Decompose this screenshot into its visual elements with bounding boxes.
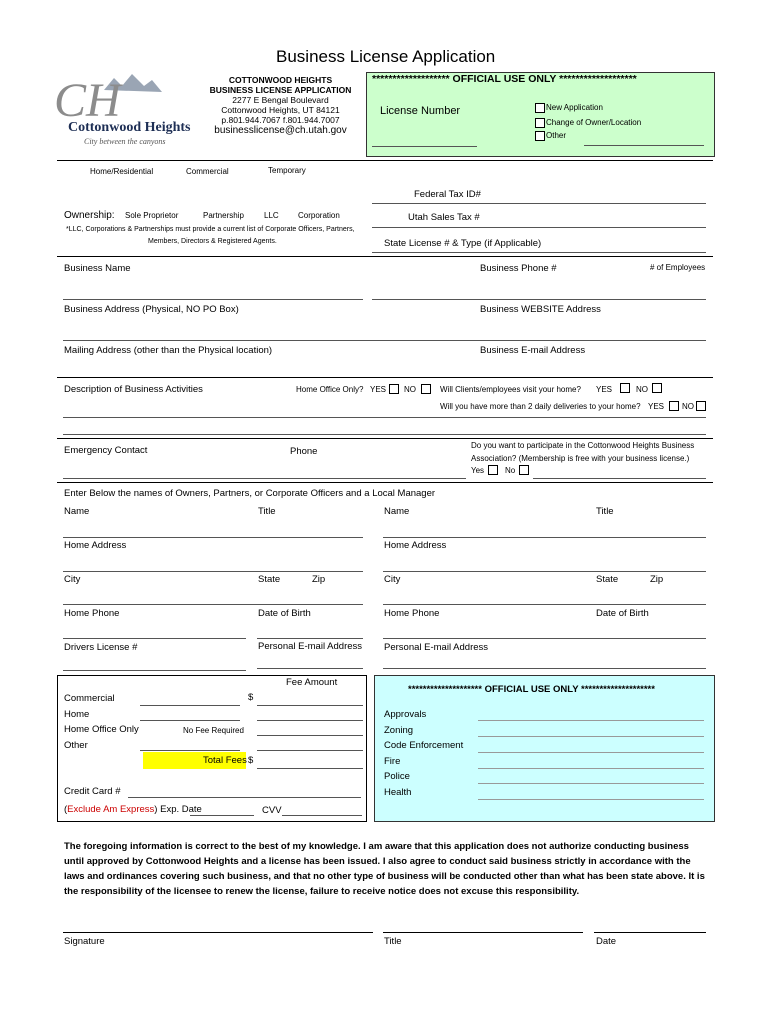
owner2-title-label: Title — [596, 506, 614, 517]
ownership-label: Ownership: — [64, 210, 115, 221]
fee-home-office-label: Home Office Only — [64, 724, 139, 735]
city-info: COTTONWOOD HEIGHTS BUSINESS LICENSE APPLICATION 2277 E Bengal Boulevard Cottonwood Heights, UT 84121 p.801.944.7067 f.801.944.7007 businesslicense@ch.utah.gov — [209, 75, 352, 136]
owner1-title-label: Title — [258, 506, 276, 517]
fire-line[interactable] — [478, 768, 704, 769]
other-checkbox[interactable] — [535, 131, 545, 141]
title-line[interactable] — [383, 932, 583, 933]
fee-amount-label: Fee Amount — [286, 677, 338, 688]
fee-home-office-amount[interactable] — [257, 735, 363, 736]
owner2-zip-label: Zip — [650, 574, 664, 585]
owner1-state-label: State — [258, 574, 281, 585]
emergency-phone-label: Phone — [290, 446, 318, 457]
fee-commercial-line[interactable] — [140, 705, 240, 706]
page-title: Business License Application — [276, 47, 496, 66]
membership-question-2: Association? (Membership is free with your business license.) — [471, 454, 690, 463]
utah-tax-line[interactable] — [372, 227, 706, 228]
owner1-dob-label: Date of Birth — [258, 608, 311, 619]
approvals-label: Approvals — [384, 709, 427, 720]
visit-question: Will Clients/employees visit your home? — [440, 385, 581, 394]
type-home[interactable]: Home/Residential — [90, 167, 154, 176]
fee-commercial-label: Commercial — [64, 693, 115, 704]
license-number-label: License Number — [380, 105, 461, 117]
police-line[interactable] — [478, 783, 704, 784]
logo-tagline: City between the canyons — [84, 137, 166, 146]
card-exp-row: (Exclude Am Express) Exp. Date — [64, 804, 202, 815]
membership-line[interactable] — [533, 478, 706, 479]
owner2-state-label: State — [596, 574, 619, 585]
owner1-dob-line[interactable] — [257, 638, 363, 639]
health-label: Health — [384, 787, 412, 798]
ownership-sole[interactable]: Sole Proprietor — [125, 211, 179, 220]
owner1-zip-label: Zip — [312, 574, 326, 585]
exp-date-line[interactable] — [190, 815, 254, 816]
code-enforcement-label: Code Enforcement — [384, 740, 464, 751]
employees-label: # of Employees — [650, 263, 706, 272]
title-label: Title — [384, 936, 402, 947]
owner2-address-label: Home Address — [384, 540, 447, 551]
new-application-checkbox[interactable] — [535, 103, 545, 113]
fee-home-label: Home — [64, 709, 90, 720]
business-phone-line[interactable] — [372, 299, 706, 300]
emergency-contact-label: Emergency Contact — [64, 445, 148, 456]
deliveries-question: Will you have more than 2 daily deliveries to your home? — [440, 402, 641, 411]
signature-line[interactable] — [63, 932, 373, 933]
owner2-city-label: City — [384, 574, 401, 585]
owner2-dob-label: Date of Birth — [596, 608, 649, 619]
visit-yes-checkbox[interactable] — [620, 383, 630, 393]
deliveries-no-checkbox[interactable] — [696, 401, 706, 411]
business-address-label: Business Address (Physical, NO PO Box) — [64, 304, 239, 315]
federal-tax-label: Federal Tax ID# — [414, 189, 481, 200]
ownership-note-2: Members, Directors & Registered Agents. — [148, 238, 277, 245]
type-commercial[interactable]: Commercial — [186, 167, 229, 176]
visit-no: NO — [636, 385, 648, 394]
membership-yes-checkbox[interactable] — [488, 465, 498, 475]
cvv-line[interactable] — [282, 815, 362, 816]
total-fees-amount[interactable] — [257, 768, 363, 769]
other-label: Other — [546, 131, 567, 140]
visit-yes: YES — [596, 385, 613, 394]
description-line-2[interactable] — [63, 434, 706, 435]
signature-label: Signature — [64, 936, 105, 947]
date-label: Date — [596, 936, 617, 947]
membership-question-1: Do you want to participate in the Cottonwood Heights Business — [471, 441, 695, 450]
membership-no: No — [505, 466, 516, 475]
change-owner-checkbox[interactable] — [535, 118, 545, 128]
owner1-email-label: Personal E-mail Address — [258, 641, 363, 652]
fee-other-line[interactable] — [140, 750, 240, 751]
business-email-label: Business E-mail Address — [480, 345, 586, 356]
business-address-line[interactable] — [63, 340, 706, 341]
fee-commercial-amount[interactable] — [257, 705, 363, 706]
owner1-address-label: Home Address — [64, 540, 127, 551]
fee-other-label: Other — [64, 740, 88, 751]
owner1-phone-label: Home Phone — [64, 608, 120, 619]
type-temporary[interactable]: Temporary — [268, 166, 306, 175]
divider — [57, 438, 713, 439]
membership-no-checkbox[interactable] — [519, 465, 529, 475]
utah-tax-label: Utah Sales Tax # — [408, 212, 480, 223]
business-name-line[interactable] — [63, 299, 363, 300]
other-line[interactable] — [584, 145, 704, 146]
owner2-address-line[interactable] — [383, 571, 706, 572]
business-name-label: Business Name — [64, 263, 131, 274]
fee-commercial-dollar: $ — [248, 692, 254, 703]
ownership-llc[interactable]: LLC — [264, 211, 279, 220]
home-office-yes-checkbox[interactable] — [389, 384, 399, 394]
date-line[interactable] — [594, 932, 706, 933]
ownership-partnership[interactable]: Partnership — [203, 211, 244, 220]
owner1-name-label: Name — [64, 506, 90, 517]
owner2-name-line[interactable] — [383, 537, 706, 538]
home-office-no: NO — [404, 385, 416, 394]
visit-no-checkbox[interactable] — [652, 383, 662, 393]
zoning-line[interactable] — [478, 736, 704, 737]
state-license-label: State License # & Type (if Applicable) — [384, 238, 542, 249]
change-owner-label: Change of Owner/Location — [546, 118, 642, 127]
credit-card-line[interactable] — [128, 797, 361, 798]
owner1-name-line[interactable] — [63, 537, 363, 538]
owner2-name-label: Name — [384, 506, 410, 517]
business-website-label: Business WEBSITE Address — [480, 304, 601, 315]
ownership-corporation[interactable]: Corporation — [298, 211, 340, 220]
owner1-drivers-label: Drivers License # — [64, 642, 138, 653]
ownership-note-1: *LLC, Corporations & Partnerships must provide a current list of Corporate Officers, Partners, — [66, 226, 355, 233]
divider — [57, 160, 713, 161]
business-phone-label: Business Phone # — [480, 263, 557, 274]
divider — [57, 256, 713, 257]
police-label: Police — [384, 771, 410, 782]
owner2-phone-line[interactable] — [383, 638, 706, 639]
logo-text: Cottonwood Heights — [68, 120, 191, 135]
home-office-yes: YES — [370, 385, 387, 394]
owner1-phone-line[interactable] — [63, 638, 246, 639]
official-top-header: ******************* OFFICIAL USE ONLY ******************* — [372, 73, 637, 85]
owner1-email-line[interactable] — [257, 668, 363, 669]
owner1-address-line[interactable] — [63, 571, 363, 572]
official-bottom-header: ******************** OFFICIAL USE ONLY ******************** — [408, 684, 655, 695]
health-line[interactable] — [478, 799, 704, 800]
deliveries-yes: YES — [648, 402, 665, 411]
fire-label: Fire — [384, 756, 401, 767]
state-license-line[interactable] — [372, 252, 706, 253]
owner2-email-line[interactable] — [383, 668, 706, 669]
owner1-drivers-line[interactable] — [63, 670, 246, 671]
approvals-line[interactable] — [478, 720, 704, 721]
svg-text:CH: CH — [54, 74, 121, 127]
description-label: Description of Business Activities — [64, 384, 203, 395]
owner2-email-label: Personal E-mail Address — [384, 642, 489, 653]
zoning-label: Zoning — [384, 725, 414, 736]
fee-home-amount[interactable] — [257, 720, 363, 721]
license-number-line[interactable] — [372, 146, 477, 147]
divider — [57, 482, 713, 483]
mailing-address-label: Mailing Address (other than the Physical location) — [64, 345, 273, 356]
home-office-no-checkbox[interactable] — [421, 384, 431, 394]
divider — [57, 377, 713, 378]
credit-card-label: Credit Card # — [64, 786, 121, 797]
membership-yes: Yes — [471, 466, 485, 475]
total-fees-dollar: $ — [248, 755, 254, 766]
fee-other-amount[interactable] — [257, 750, 363, 751]
owner1-city-label: City — [64, 574, 81, 585]
owner1-city-line[interactable] — [63, 604, 363, 605]
emergency-contact-line[interactable] — [63, 478, 466, 479]
federal-tax-line[interactable] — [372, 203, 706, 204]
exclude-amex: Exclude Am Express — [67, 804, 155, 815]
owner2-city-line[interactable] — [383, 604, 706, 605]
total-fees-label: Total Fees — [203, 755, 247, 766]
description-line-1[interactable] — [63, 417, 706, 418]
statement-text: The foregoing information is correct to the best of my knowledge. I am aware that this application does not authorize conducting business until approved by Cottonwood Heights and a license has been issued. I also agree to conduct said business strictly in accordance with the laws and ordinances covering such business, and that no other type of business will be conducted other than what has been state above. It is the responsibility of the licensee to renew the license, failure to receive notice does not excuse this responsibility. — [64, 841, 705, 897]
home-office-question: Home Office Only? — [296, 385, 364, 394]
owner2-phone-label: Home Phone — [384, 608, 440, 619]
deliveries-no: NO — [682, 402, 694, 411]
code-enforcement-line[interactable] — [478, 752, 704, 753]
owners-header: Enter Below the names of Owners, Partners, or Corporate Officers and a Local Manager — [64, 488, 436, 499]
no-fee-required: No Fee Required — [183, 726, 244, 735]
deliveries-yes-checkbox[interactable] — [669, 401, 679, 411]
cvv-label: CVV — [262, 805, 282, 816]
fee-home-line[interactable] — [140, 720, 240, 721]
new-application-label: New Application — [546, 103, 603, 112]
